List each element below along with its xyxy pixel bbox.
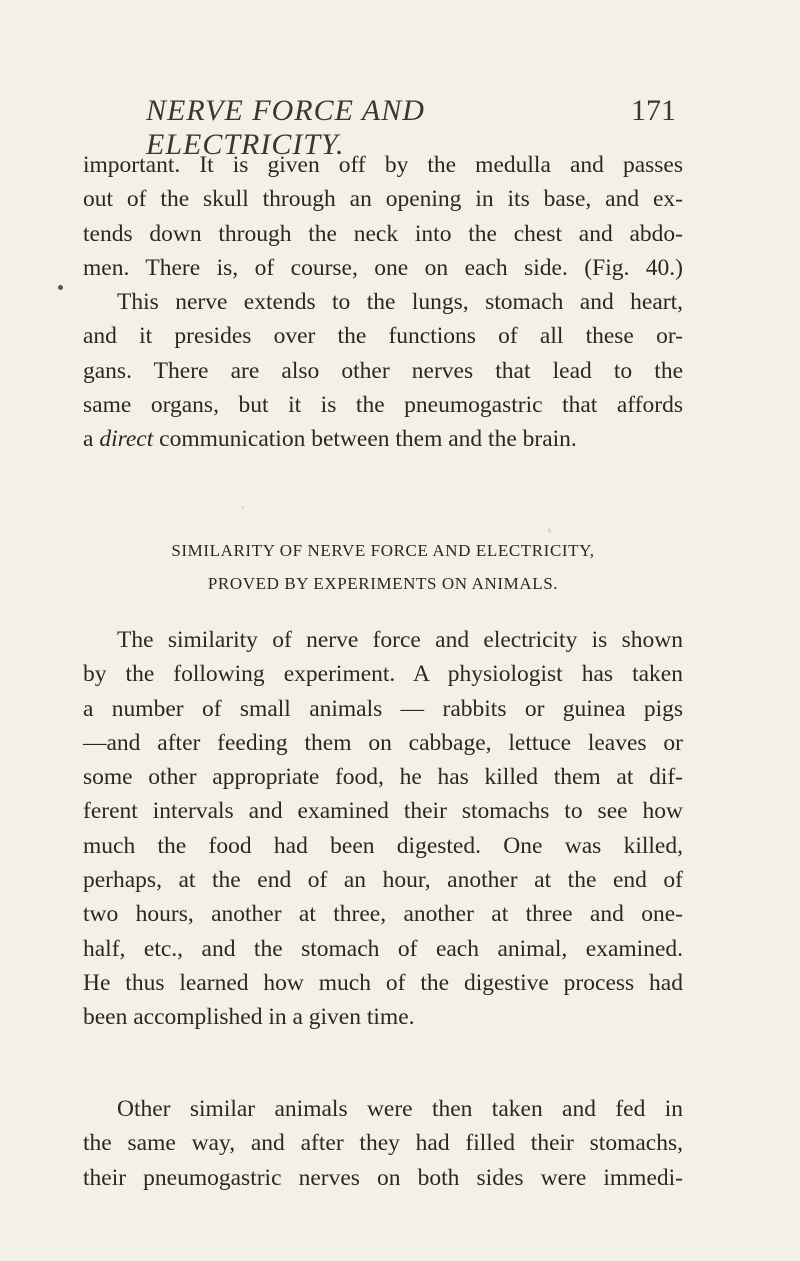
section-heading	[83, 534, 683, 600]
paper-blemish	[548, 528, 551, 533]
margin-mark	[58, 285, 63, 290]
text-line: some other appropriate food, he has killed them at dif-	[83, 764, 683, 791]
text-line: —and after feeding them on cabbage, lettuce leaves or	[83, 729, 683, 756]
text-fragment: communication between them and the brain.	[153, 426, 577, 453]
emphasized-word: direct	[99, 426, 154, 453]
body-text-bottom	[83, 1092, 683, 1195]
text-line: and it presides over the functions of all these or-	[83, 323, 683, 350]
text-line: important. It is given off by the medulla and passes	[83, 152, 683, 178]
page-number: 171	[631, 94, 676, 127]
text-line: This nerve extends to the lungs, stomach and heart,	[117, 289, 683, 316]
text-line: a number of small animals — rabbits or guinea pigs	[83, 695, 683, 722]
text-line: two hours, another at three, another at three and one-	[83, 901, 683, 928]
text-line	[83, 422, 683, 456]
body-text-middle	[83, 623, 683, 1035]
paper-blemish	[241, 506, 244, 509]
text-line: gans. There are also other nerves that lead to the	[83, 357, 683, 384]
text-line: been accomplished in a given time.	[83, 1004, 415, 1031]
section-heading-line: SIMILARITY OF NERVE FORCE AND ELECTRICITY,	[171, 541, 595, 560]
text-fragment: a	[83, 426, 100, 453]
text-line: perhaps, at the end of an hour, another at the end of	[83, 867, 683, 894]
text-line: half, etc., and the stomach of each animal, examined.	[83, 935, 683, 962]
text-line: He thus learned how much of the digestive process had	[83, 969, 683, 996]
text-line: Other similar animals were then taken and fed in	[117, 1096, 683, 1122]
section-heading-line: PROVED BY EXPERIMENTS ON ANIMALS.	[207, 574, 559, 593]
text-line: the same way, and after they had filled their stomachs,	[83, 1130, 683, 1157]
text-line: their pneumogastric nerves on both sides were immedi-	[83, 1164, 683, 1191]
text-line: men. There is, of course, one on each side. (Fig. 40.)	[83, 254, 683, 281]
text-line: by the following experiment. A physiologist has taken	[83, 661, 683, 688]
text-line: out of the skull through an opening in its base, and ex-	[83, 186, 683, 213]
text-line: ferent intervals and examined their stomachs to see how	[83, 798, 683, 825]
text-line: tends down through the neck into the chest and abdo-	[83, 220, 683, 247]
running-title: NERVE FORCE AND ELECTRICITY.	[146, 94, 425, 161]
text-line: much the food had been digested. One was killed,	[83, 832, 683, 859]
text-line: The similarity of nerve force and electricity is shown	[117, 627, 683, 653]
text-line: same organs, but it is the pneumogastric that affords	[83, 392, 683, 419]
body-text-top	[83, 148, 683, 457]
